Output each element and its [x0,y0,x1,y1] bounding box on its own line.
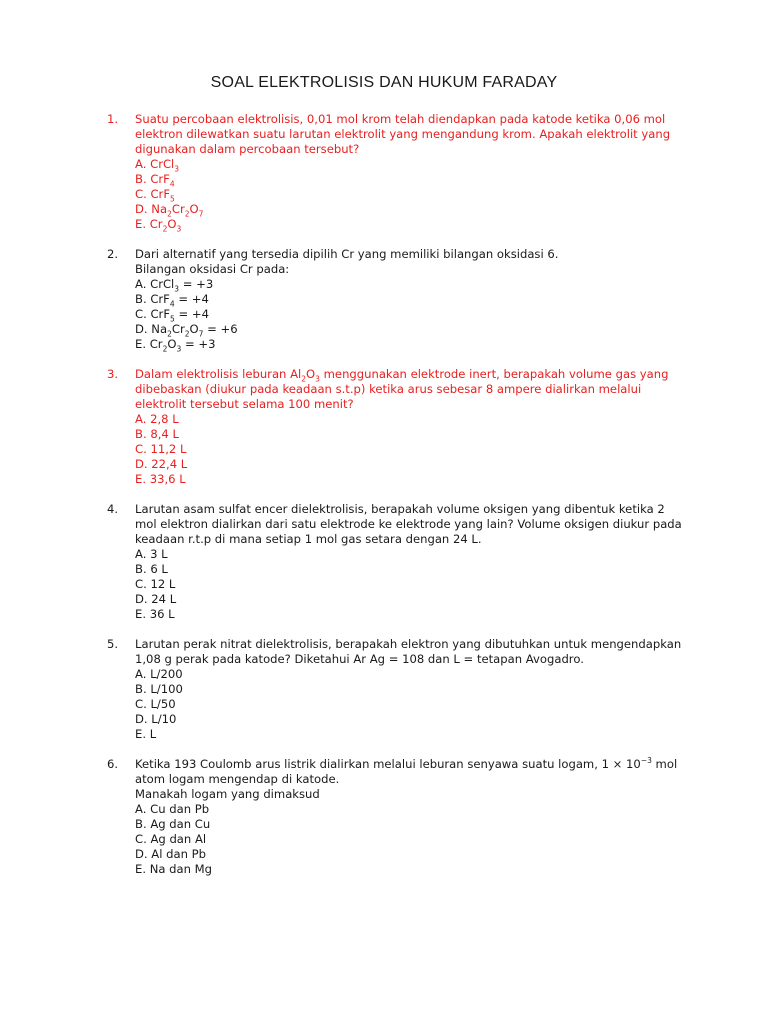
question-text: Larutan perak nitrat dielektrolisis, berapakah elektron yang dibutuhkan untuk mengendapkan 1,08 g perak pada katode? Diketahui Ar Ag = 108 dan L = tetapan Avogadro. [135,637,682,666]
question-1 [0,112,768,232]
question-4 [0,502,768,622]
option-c: C. 12 L [135,577,176,591]
option-d: D. 24 L [135,592,177,606]
question-number: 2. [107,247,119,261]
question-5 [0,637,768,742]
option-e: E. $Cr_2O_3 = +3$ [135,337,216,354]
question-list [0,112,768,892]
option-b: B. 6 L [135,562,168,576]
question-text: Suatu percobaan elektrolisis, 0,01 mol krom telah diendapkan pada katode ketika 0,06 mol elektron dilewatkan suatu larutan elektrolit yang mengandung krom. Apakah elektrolit yang digunakan dalam percobaan tersebut? [135,112,671,156]
question-text: Dari alternatif yang tersedia dipilih Cr yang memiliki bilangan oksidasi 6. [135,247,559,261]
option-a: A. 3 L [135,547,168,561]
option-b: B. CrF$_4$ [135,172,175,189]
option-e: E. L [135,727,157,741]
option-d: D. $Na_2Cr_2O_7 = +6$ [135,322,238,339]
option-e: E. 36 L [135,607,175,621]
option-e: E. $Cr_2O_3$ [135,217,182,234]
question-6 [0,757,768,877]
question-body [135,502,685,622]
question-text: Dalam elektrolisis leburan $Al_2O_3$ menggunakan elektrode inert, berapakah volume gas yang dibebaskan (diukur pada keadaan s.t.p) ketika arus sebesar 8 ampere dialirkan melalui elektrolit tersebut selama 100 menit? [135,367,669,411]
question-body [135,112,685,232]
question-number: 3. [107,367,119,381]
document-title: SOAL ELEKTROLISIS DAN HUKUM FARADAY [210,74,558,91]
option-d: D. Al dan Pb [135,847,206,861]
option-e: E. Na dan Mg [135,862,213,876]
question-number: 1. [107,112,119,126]
option-c: C. CrF$_5$ [135,187,175,204]
question-number: 5. [107,637,119,651]
option-c: C. CrF$_5$ = +4 [135,307,209,324]
question-2 [0,247,768,352]
option-a: A. Cu dan Pb [135,802,210,816]
option-a: A. CrCl$_3$ = +3 [135,277,214,294]
question-text: Larutan asam sulfat encer dielektrolisis, berapakah volume oksigen yang dibentuk ketika 2 mol elektron dialirkan dari satu elektrode ke elektrode yang lain? Volume oksigen diukur pada keadaan r.t.p di mana setiap 1 mol gas setara dengan 24 L. [135,502,682,546]
question-number: 4. [107,502,119,516]
question-body [135,247,685,352]
option-d: D. 22,4 L [135,457,188,471]
option-c: C. L/50 [135,697,176,711]
question-text-line-2: Manakah logam yang dimaksud [135,787,320,801]
option-d: D. $Na_2Cr_2O_7$ [135,202,204,219]
option-a: A. 2,8 L [135,412,179,426]
option-b: B. L/100 [135,682,183,696]
question-number: 6. [107,757,119,771]
question-body [135,367,685,487]
question-body [135,757,685,877]
option-c: C. 11,2 L [135,442,187,456]
question-3 [0,367,768,487]
option-b: B. Ag dan Cu [135,817,211,831]
option-b: B. 8,4 L [135,427,179,441]
option-a: A. CrCl$_3$ [135,157,180,174]
option-e: E. 33,6 L [135,472,186,486]
question-text: Ketika 193 Coulomb arus listrik dialirkan melalui leburan senyawa suatu logam, $1 \times 10^{-3}$ mol atom logam mengendap di katode. [135,756,678,786]
option-b: B. CrF$_4$ = +4 [135,292,209,309]
option-d: D. L/10 [135,712,177,726]
question-body [135,637,685,742]
question-text-line-2: Bilangan oksidasi Cr pada: [135,262,290,276]
option-c: C. Ag dan Al [135,832,207,846]
option-a: A. L/200 [135,667,183,681]
